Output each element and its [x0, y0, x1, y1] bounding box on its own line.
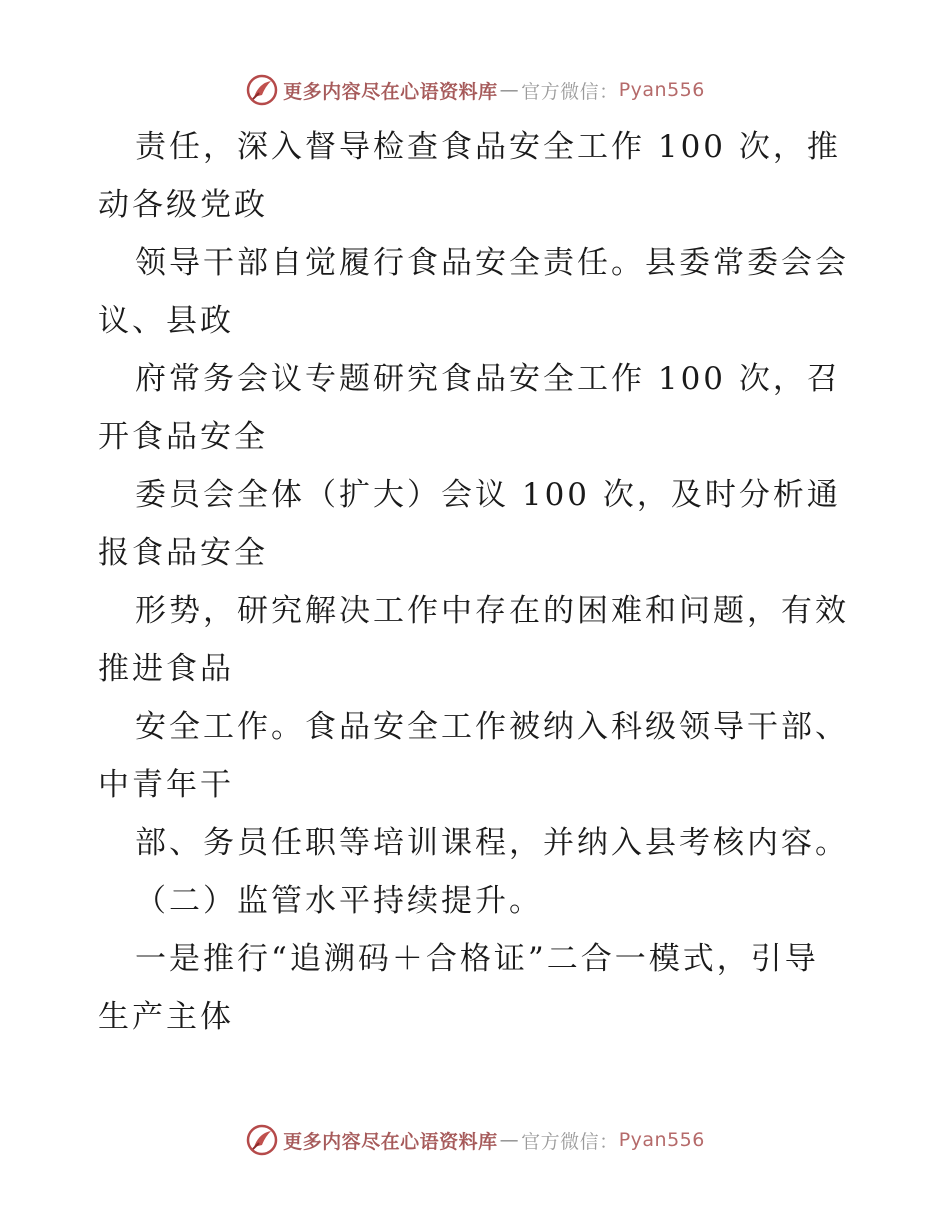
banner-site: 更多内容尽在心语资料库	[283, 80, 498, 103]
text-line: 安全工作。食品安全工作被纳入科级领导干部、	[135, 709, 849, 745]
text-line: 生产主体	[98, 999, 234, 1035]
banner-dash: —	[499, 79, 520, 101]
text-line: 形势，研究解决工作中存在的困难和问题，有效	[135, 593, 849, 629]
banner-account: Pyan556	[618, 1129, 705, 1151]
logo-icon	[245, 73, 279, 107]
text-line: 开食品安全	[98, 419, 268, 455]
text-line: 中青年干	[98, 767, 234, 803]
footer-banner	[0, 1120, 950, 1160]
text-line: 领导干部自觉履行食品安全责任。县委常委会会	[135, 245, 849, 281]
text-line: 推进食品	[98, 651, 234, 687]
text-line: 一是推行“追溯码＋合格证”二合一模式，引导	[135, 941, 819, 977]
text-line: 府常务会议专题研究食品安全工作 100 次，召	[135, 361, 841, 397]
banner-text	[283, 77, 705, 104]
text-line: 责任，深入督导检查食品安全工作 100 次，推	[135, 129, 841, 165]
banner-text	[283, 1127, 705, 1154]
banner-dash: —	[499, 1129, 520, 1151]
text-line: 委员会全体（扩大）会议 100 次，及时分析通	[135, 477, 841, 513]
text-line: 报食品安全	[98, 535, 268, 571]
banner-label: 官方微信：	[521, 1130, 619, 1153]
banner-label: 官方微信：	[521, 80, 619, 103]
banner-account: Pyan556	[618, 79, 705, 101]
banner-site: 更多内容尽在心语资料库	[283, 1130, 498, 1153]
text-line: 动各级党政	[98, 187, 268, 223]
text-line: 部、务员任职等培训课程，并纳入县考核内容。	[135, 825, 849, 861]
header-banner	[0, 70, 950, 110]
document-body	[98, 118, 858, 1046]
text-line: （二）监管水平持续提升。	[135, 883, 543, 919]
logo-icon	[245, 1123, 279, 1157]
text-line: 议、县政	[98, 303, 234, 339]
